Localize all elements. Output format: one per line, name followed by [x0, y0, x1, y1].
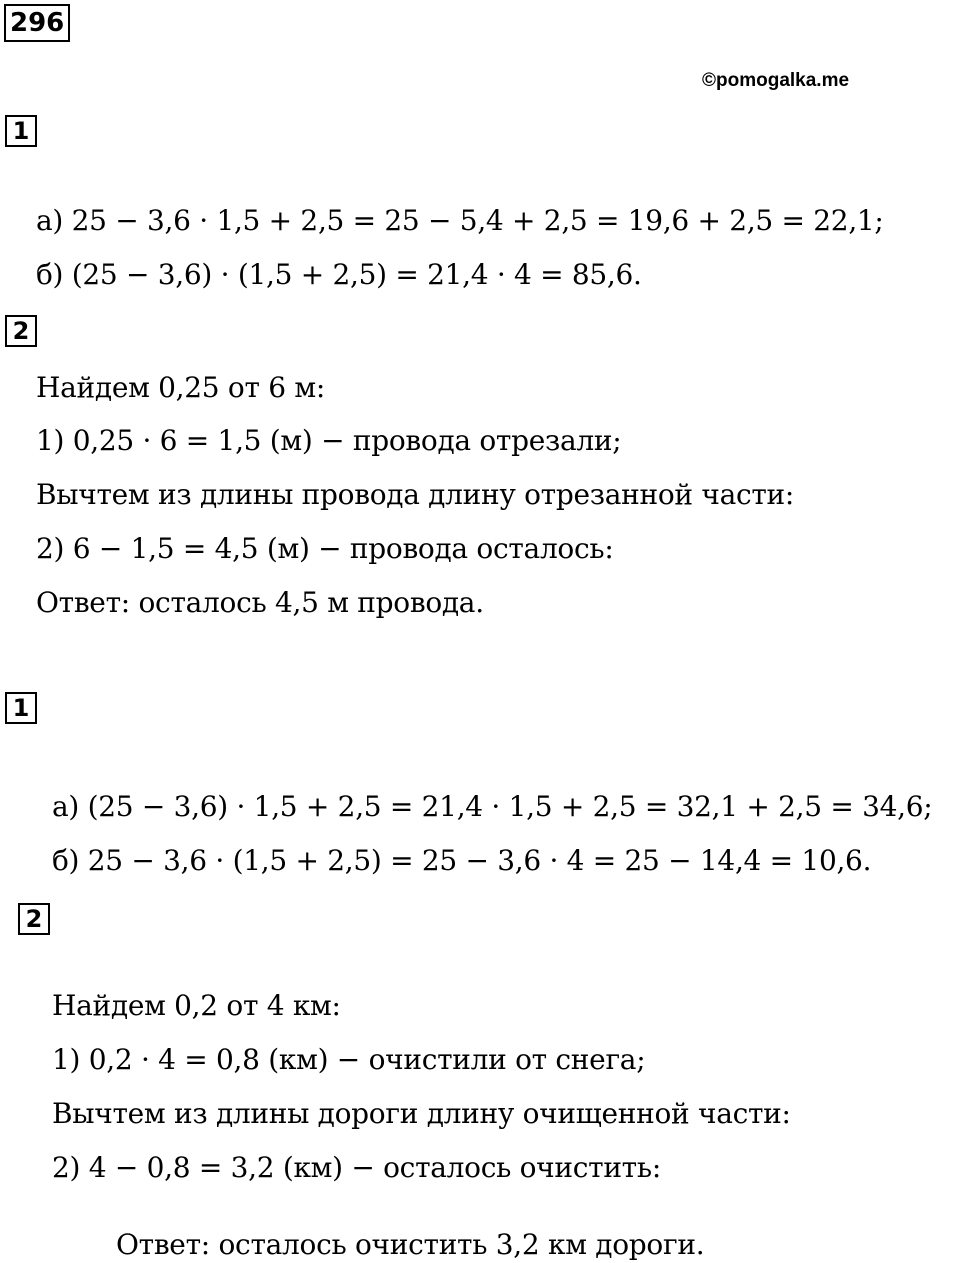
- task1-solution-b: б) (25 − 3,6) · (1,5 + 2,5) = 21,4 · 4 = 85,6.: [36, 258, 642, 291]
- task2-line-1-2: Найдем 0,2 от 4 км:: [52, 989, 341, 1022]
- problem-number: 296: [10, 8, 65, 38]
- task2-line-4: 2) 6 − 1,5 = 4,5 (м) − провода осталось:: [36, 532, 614, 565]
- task1-solution-a-2: а) (25 − 3,6) · 1,5 + 2,5 = 21,4 · 1,5 + 2,5 = 32,1 + 2,5 = 34,6;: [52, 790, 933, 823]
- task2-label-2: 2: [25, 905, 43, 933]
- watermark: ©pomogalka.me: [702, 70, 850, 91]
- task1-label-2: 1: [12, 694, 30, 722]
- task2-line-3: Вычтем из длины провода длину отрезанной части:: [36, 478, 795, 511]
- task1-solution-a: а) 25 − 3,6 · 1,5 + 2,5 = 25 − 5,4 + 2,5 = 19,6 + 2,5 = 22,1;: [36, 204, 884, 237]
- task1-label-box-2: [5, 692, 37, 724]
- task2-label: 2: [12, 317, 30, 345]
- task2-line-2: 1) 0,25 · 6 = 1,5 (м) − провода отрезали;: [36, 424, 622, 457]
- task2-line-1: Найдем 0,25 от 6 м:: [36, 371, 325, 404]
- task2-line-4-2: 2) 4 − 0,8 = 3,2 (км) − осталось очистить:: [52, 1151, 661, 1184]
- task1-label: 1: [12, 117, 30, 145]
- task2-line-2-2: 1) 0,2 · 4 = 0,8 (км) − очистили от снега;: [52, 1043, 646, 1076]
- task1-label-box: [5, 115, 37, 147]
- task1-solution-b-2: б) 25 − 3,6 · (1,5 + 2,5) = 25 − 3,6 · 4 = 25 − 14,4 = 10,6.: [52, 844, 872, 877]
- problem-number-box: [4, 4, 70, 42]
- task2-line-3-2: Вычтем из длины дороги длину очищенной части:: [52, 1097, 791, 1130]
- task2-label-box-2: [18, 903, 50, 935]
- task2-label-box: [5, 315, 37, 347]
- task2-answer-2: Ответ: осталось очистить 3,2 км дороги.: [116, 1228, 705, 1261]
- task2-answer: Ответ: осталось 4,5 м провода.: [36, 586, 484, 619]
